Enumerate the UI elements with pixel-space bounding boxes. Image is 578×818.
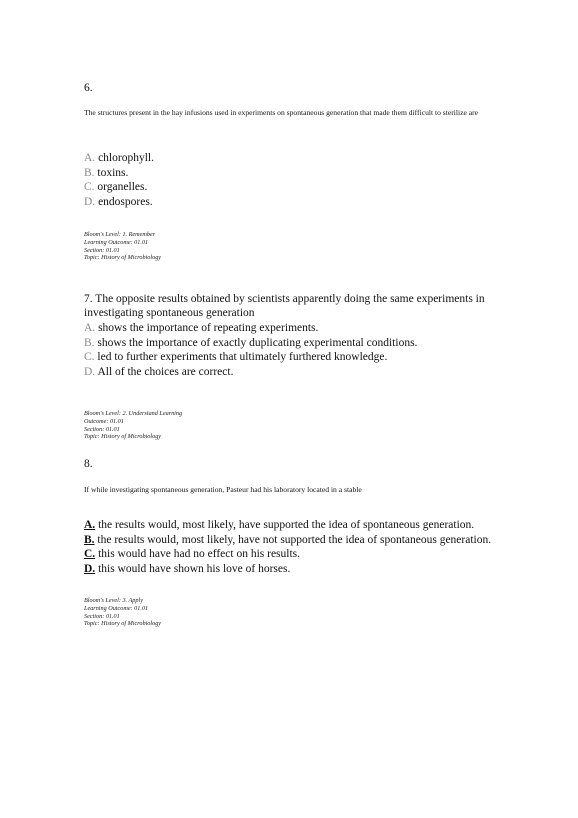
question-6-choice-a	[84, 151, 154, 166]
question-6-metadata	[84, 231, 161, 262]
question-6-choice-b	[84, 166, 154, 181]
choice-letter: D.	[84, 562, 96, 575]
question-8-choice-a	[84, 518, 491, 533]
choice-text: shows the importance of exactly duplicating experimental conditions.	[97, 336, 418, 349]
choice-letter: B.	[84, 166, 95, 179]
question-6-choice-d	[84, 195, 154, 210]
question-8-stem: If while investigating spontaneous generation, Pasteur had his laboratory located in a stable	[84, 485, 362, 494]
meta-learning-outcome: Outcome: 01.01	[84, 417, 124, 425]
meta-blooms-level: Bloom's Level: 2. Understand Learning	[84, 410, 183, 417]
choice-text: this would have shown his love of horses.	[98, 562, 291, 575]
question-8-metadata	[84, 597, 161, 628]
question-7-stem	[84, 293, 514, 320]
choice-letter: B.	[84, 336, 95, 349]
meta-learning-outcome: Learning Outcome: 01.01	[84, 238, 149, 246]
question-7-choice-a	[84, 321, 417, 336]
question-8-choice-b	[84, 533, 491, 548]
meta-topic: Topic: History of Microbiology	[84, 620, 162, 628]
question-6-stem: The structures present in the hay infusions used in experiments on spontaneous generation that made them difficult to sterilize are	[84, 108, 478, 117]
choice-text: led to further experiments that ultimately furthered knowledge.	[97, 351, 388, 364]
question-7-choices	[84, 321, 417, 379]
choice-text: the results would, most likely, have supported the idea of spontaneous generation.	[98, 519, 475, 531]
choice-text: endospores.	[98, 195, 153, 208]
question-7-choice-c	[84, 350, 417, 365]
question-7-number: 7.	[84, 293, 93, 305]
choice-letter: A.	[84, 322, 96, 334]
choice-text: this would have had no effect on his results.	[98, 548, 301, 561]
meta-section: Section: 01.01	[84, 246, 120, 254]
meta-blooms-level: Bloom's Level: 3. Apply	[84, 597, 143, 604]
question-6-number: 6.	[84, 82, 93, 94]
question-8-choices	[84, 518, 491, 576]
choice-letter: B.	[84, 533, 95, 546]
choice-text: toxins.	[97, 166, 129, 179]
meta-section: Section: 01.01	[84, 612, 120, 620]
question-7-choice-d	[84, 365, 417, 380]
meta-learning-outcome: Learning Outcome: 01.01	[84, 604, 149, 612]
choice-letter: A.	[84, 152, 96, 164]
choice-letter: C.	[84, 181, 95, 194]
choice-letter: A.	[84, 519, 96, 531]
question-8-choice-c	[84, 547, 491, 562]
question-6-choice-c	[84, 180, 154, 195]
question-6-choices	[84, 151, 154, 209]
question-8-number: 8.	[84, 458, 93, 470]
meta-section: Section: 01.01	[84, 425, 120, 433]
choice-text: organelles.	[97, 181, 148, 194]
question-7-stem-text: The opposite results obtained by scientists apparently doing the same experiments in investigating spontaneous generation	[84, 293, 485, 319]
choice-text: All of the choices are correct.	[97, 365, 234, 378]
choice-letter: D.	[84, 195, 96, 208]
choice-text: shows the importance of repeating experiments.	[98, 322, 319, 334]
choice-letter: C.	[84, 548, 96, 561]
choice-text: the results would, most likely, have not supported the idea of spontaneous generation.	[97, 533, 492, 546]
question-8-choice-d	[84, 562, 491, 577]
choice-text: chlorophyll.	[98, 152, 154, 164]
meta-topic: Topic: History of Microbiology	[84, 254, 162, 262]
question-7-choice-b	[84, 336, 417, 351]
meta-topic: Topic: History of Microbiology	[84, 433, 162, 441]
meta-blooms-level: Bloom's Level: 1. Remember	[84, 231, 156, 238]
question-7-metadata	[84, 410, 182, 441]
choice-letter: C.	[84, 351, 95, 364]
choice-letter: D.	[84, 365, 96, 378]
